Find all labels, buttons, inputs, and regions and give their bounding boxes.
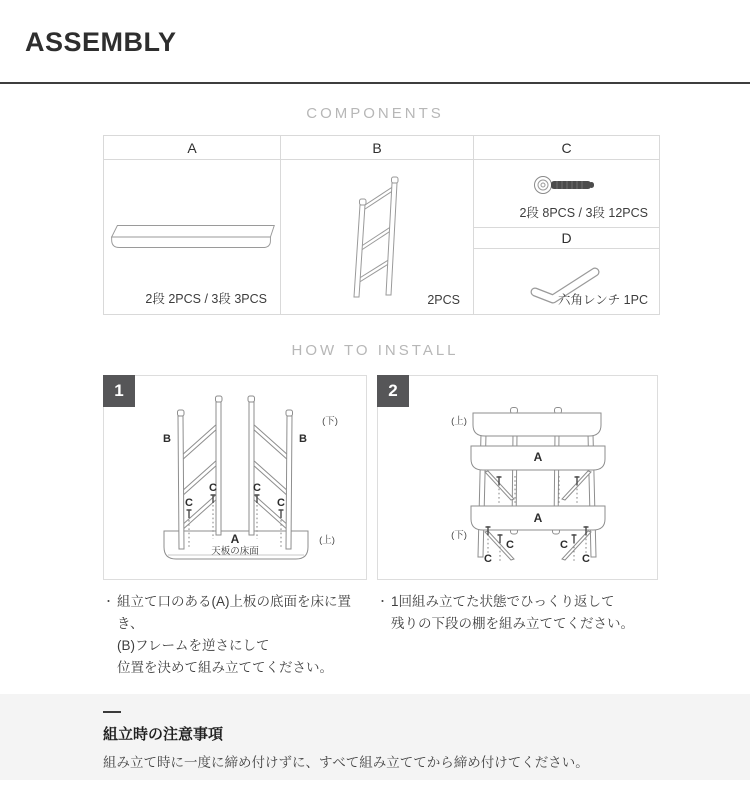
component-a-quantity: 2段 2PCS / 3段 3PCS <box>145 292 267 306</box>
screw-label: C <box>253 482 261 494</box>
screw-label: C <box>209 482 217 494</box>
shelf-label-upper: A <box>533 450 543 464</box>
orientation-note-top: (上) <box>451 416 467 427</box>
install-steps <box>103 375 750 580</box>
page-title: ASSEMBLY <box>25 27 177 57</box>
screw-label: C <box>484 553 492 565</box>
step-2-panel <box>377 375 658 580</box>
bolt-icon <box>530 171 604 199</box>
component-column-a <box>103 135 281 315</box>
assembly-notice <box>0 694 750 780</box>
shelf-board-icon <box>104 217 280 257</box>
screw-label: C <box>582 553 590 565</box>
notice-body: 組み立て時に一度に締め付けずに、すべて組み立ててから締め付けてください。 <box>103 755 589 770</box>
orientation-note-top: (下) <box>322 416 338 427</box>
component-d-quantity: 六角レンチ 1PC <box>558 293 648 307</box>
component-b-header: B <box>281 136 473 160</box>
step-2-number-badge: 2 <box>377 375 409 407</box>
step-1-number-badge: 1 <box>103 375 135 407</box>
bullet: ・ <box>103 596 114 608</box>
step-1-caption <box>103 591 377 679</box>
screw-label: C <box>185 497 193 509</box>
screw-label: C <box>560 539 568 551</box>
component-a-header: A <box>104 136 280 160</box>
step-1-panel <box>103 375 367 580</box>
orientation-note-bottom: (下) <box>451 530 467 541</box>
component-b-quantity: 2PCS <box>427 293 460 307</box>
component-c-quantity: 2段 8PCS / 3段 12PCS <box>519 206 648 220</box>
step-captions <box>103 591 750 679</box>
component-column-c <box>474 135 660 315</box>
bullet: ・ <box>377 596 388 608</box>
header-divider <box>0 82 750 84</box>
frame-label-right: B <box>299 433 307 445</box>
screw-label: C <box>277 497 285 509</box>
step-1-caption-text: 組立て口のある(A)上板の底面を床に置き、 (B)フレームを逆さにして 位置を決めて組み立ててください。 <box>117 594 351 675</box>
frame-label-left: B <box>163 433 171 445</box>
components-table <box>103 135 660 315</box>
side-frame-icon <box>332 171 422 303</box>
install-section-heading: HOW TO INSTALL <box>291 342 459 359</box>
board-caption: 天板の床面 <box>211 546 259 557</box>
notice-heading: 組立時の注意事項 <box>103 726 224 743</box>
step-1-diagram <box>104 376 366 579</box>
step-2-caption-text: 1回組み立てた状態でひっくり返して 残りの下段の棚を組み立ててください。 <box>391 594 634 631</box>
screw-label: C <box>506 539 514 551</box>
component-d-header: D <box>474 227 659 249</box>
notice-dash-mark <box>103 711 121 713</box>
step-2-diagram <box>378 376 657 579</box>
component-c-header: C <box>474 136 659 160</box>
shelf-label-lower: A <box>533 511 543 525</box>
component-d-cell <box>474 249 659 314</box>
orientation-note-bottom: (上) <box>319 535 335 546</box>
component-c-cell <box>474 160 659 227</box>
component-b-cell <box>281 160 473 314</box>
step-2-caption <box>377 591 750 679</box>
component-a-cell <box>104 160 280 314</box>
components-section-heading: COMPONENTS <box>306 105 444 122</box>
board-label: A <box>230 532 240 546</box>
component-column-b <box>281 135 474 315</box>
